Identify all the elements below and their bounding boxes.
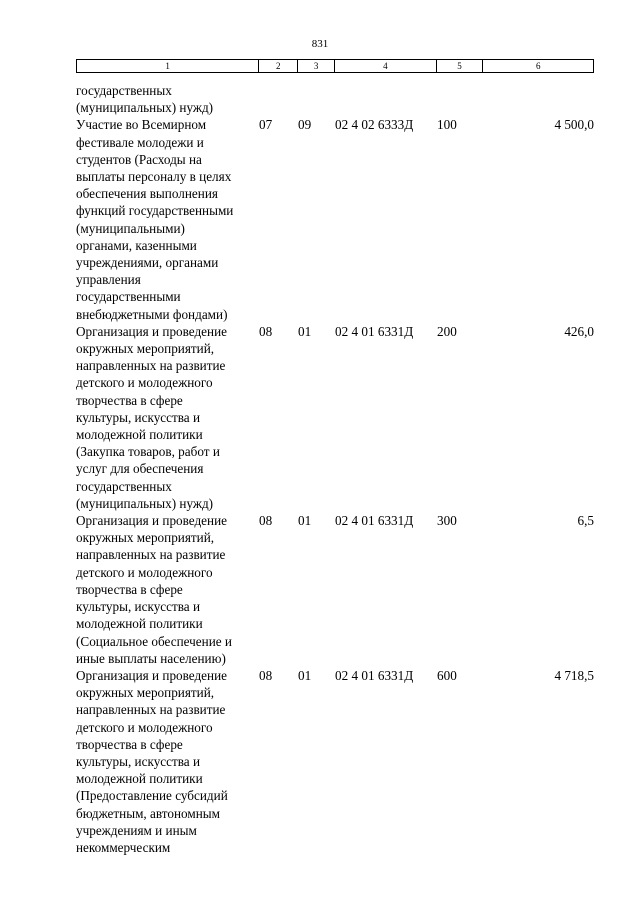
header-col-5: 5 <box>437 60 484 72</box>
header-col-4: 4 <box>335 60 437 72</box>
row-expense-type <box>437 82 484 116</box>
row-amount <box>484 82 594 116</box>
table-row <box>76 82 594 116</box>
row-expense-type: 100 <box>437 117 457 133</box>
row-section: 08 <box>259 667 273 683</box>
row-subsection: 01 <box>298 323 312 339</box>
row-subsection: 09 <box>298 117 312 133</box>
table-body <box>76 82 594 856</box>
row-expense-type: 300 <box>437 513 457 529</box>
row-target-article: 02 4 02 6333Д <box>335 117 414 133</box>
header-col-1: 1 <box>77 60 259 72</box>
row-amount: 4 500,0 <box>554 117 594 133</box>
header-col-3: 3 <box>298 60 335 72</box>
header-col-2: 2 <box>259 60 298 72</box>
table-header <box>76 59 594 73</box>
row-amount: 426,0 <box>564 323 594 339</box>
row-target-article: 02 4 01 6331Д <box>335 513 414 529</box>
row-expense-type: 200 <box>437 323 457 339</box>
row-expense-type: 600 <box>437 667 457 683</box>
row-section <box>259 82 298 116</box>
table-row <box>76 116 594 322</box>
row-target-article: 02 4 01 6331Д <box>335 667 414 683</box>
row-subsection <box>298 82 335 116</box>
row-name: Организация и проведение окружных мероприятий, направленных на развитие детского и молодежного творчества в сфере культуры, искусства и молодежной политики (Предоставление субсидий бюджетным, автономным учреждениям и иным некоммерческим <box>76 667 228 855</box>
row-target-article: 02 4 01 6331Д <box>335 323 414 339</box>
page-number: 831 <box>311 38 329 50</box>
row-name: Организация и проведение окружных мероприятий, направленных на развитие детского и молодежного творчества в сфере культуры, искусства и молодежной политики (Закупка товаров, работ и услуг для обеспечения государственных (муниципальных) нужд) <box>76 323 227 511</box>
row-name: Участие во Всемирном фестивале молодежи и студентов (Расходы на выплаты персоналу в целях обеспечения выполнения функций государственными (муниципальными) органами, казенными учреждениями, органами управления государственными внебюджетными фондами) <box>76 117 234 322</box>
row-name: государственных (муниципальных) нужд) <box>76 83 214 116</box>
row-target-article <box>335 82 437 116</box>
row-amount: 4 718,5 <box>554 667 594 683</box>
row-section: 08 <box>259 323 273 339</box>
row-name: Организация и проведение окружных мероприятий, направленных на развитие детского и молодежного творчества в сфере культуры, искусства и молодежной политики (Социальное обеспечение и иные выплаты населению) <box>76 513 232 666</box>
row-amount: 6,5 <box>577 513 594 529</box>
row-subsection: 01 <box>298 513 312 529</box>
row-section: 08 <box>259 513 273 529</box>
row-subsection: 01 <box>298 667 312 683</box>
table-row <box>76 667 594 856</box>
table-row <box>76 512 594 667</box>
table-row <box>76 323 594 512</box>
header-col-6: 6 <box>535 61 541 71</box>
row-section: 07 <box>259 117 273 133</box>
